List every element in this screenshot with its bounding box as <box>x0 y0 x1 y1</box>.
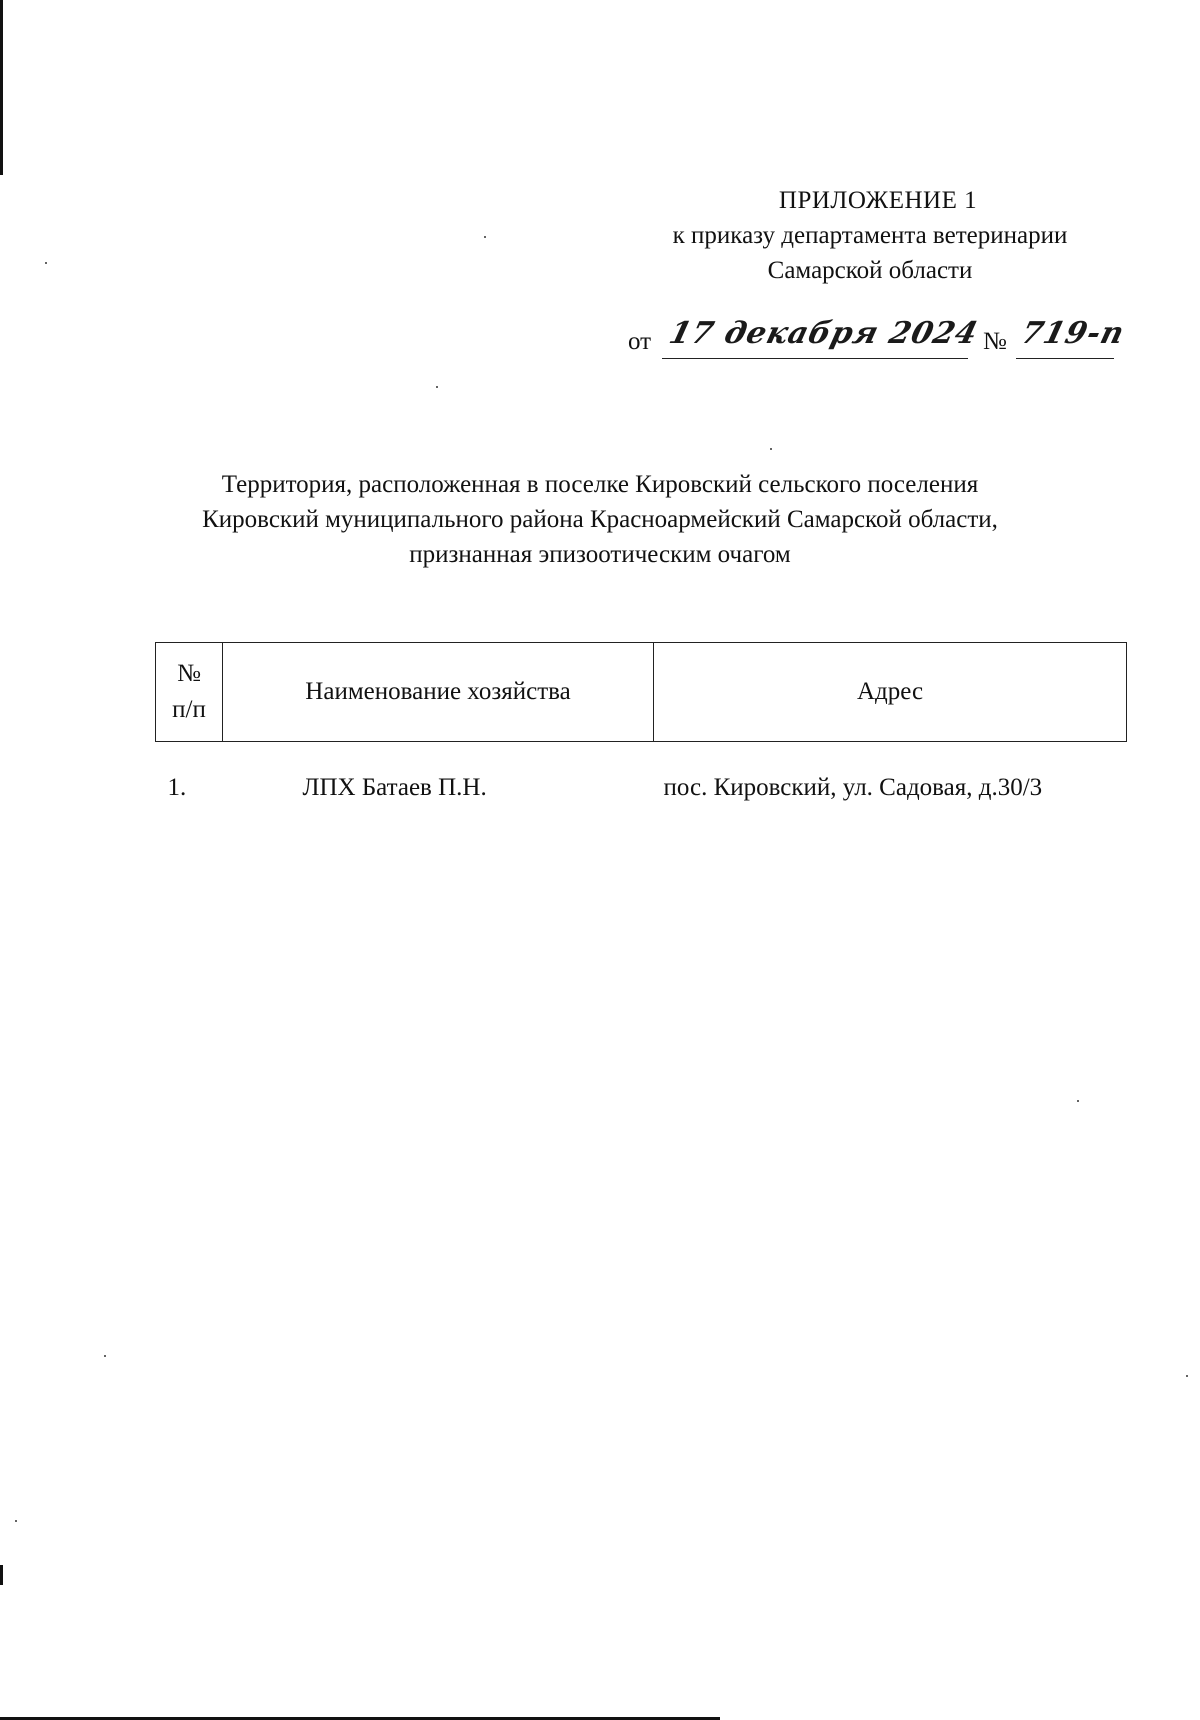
scan-speck <box>1077 1100 1079 1102</box>
row-farm-name: ЛПХ Батаев П.Н. <box>302 774 487 801</box>
scan-speck <box>15 1520 17 1522</box>
order-number-field <box>1016 316 1129 359</box>
header-farm-name: Наименование хозяйства <box>223 643 654 742</box>
document-title-line-3: признанная эпизоотическим очагом <box>409 541 791 568</box>
scan-speck <box>1186 1375 1188 1377</box>
order-reference-line <box>628 316 1129 364</box>
order-date-handwritten: 17 декабря 2024 <box>665 316 982 351</box>
appendix-label: ПРИЛОЖЕНИЕ 1 <box>778 187 978 214</box>
scan-edge-left <box>0 0 3 175</box>
scan-speck <box>104 1355 106 1357</box>
scan-edge-mark <box>0 1565 3 1585</box>
order-date-label: от <box>628 328 652 355</box>
order-number-handwritten: 719-п <box>1017 316 1129 351</box>
order-number-label: № <box>983 328 1007 355</box>
scan-speck <box>436 386 438 388</box>
table-row <box>156 742 1127 803</box>
farms-table <box>155 642 1127 802</box>
document-title-line-2: Кировский муниципального района Красноармейский Самарской области, <box>202 506 998 533</box>
appendix-order-ref: к приказу департамента ветеринарии <box>672 222 1068 249</box>
farms-table-container <box>155 642 1127 802</box>
order-date-field <box>662 316 982 359</box>
header-address: Адрес <box>654 643 1127 742</box>
scan-speck <box>770 448 772 450</box>
header-number <box>156 643 223 742</box>
document-title-line-1: Территория, расположенная в поселке Кировский сельского поселения <box>221 471 979 498</box>
row-address: пос. Кировский, ул. Садовая, д.30/3 <box>663 774 1043 801</box>
header-number-sign: № <box>177 660 201 687</box>
appendix-header <box>620 183 1120 288</box>
header-number-pp: п/п <box>172 696 206 723</box>
table-header-row <box>156 643 1127 742</box>
appendix-region: Самарской области <box>767 257 973 284</box>
scan-speck <box>484 236 486 238</box>
row-number: 1. <box>167 774 187 801</box>
scan-speck <box>45 262 47 264</box>
document-title <box>100 467 1100 572</box>
